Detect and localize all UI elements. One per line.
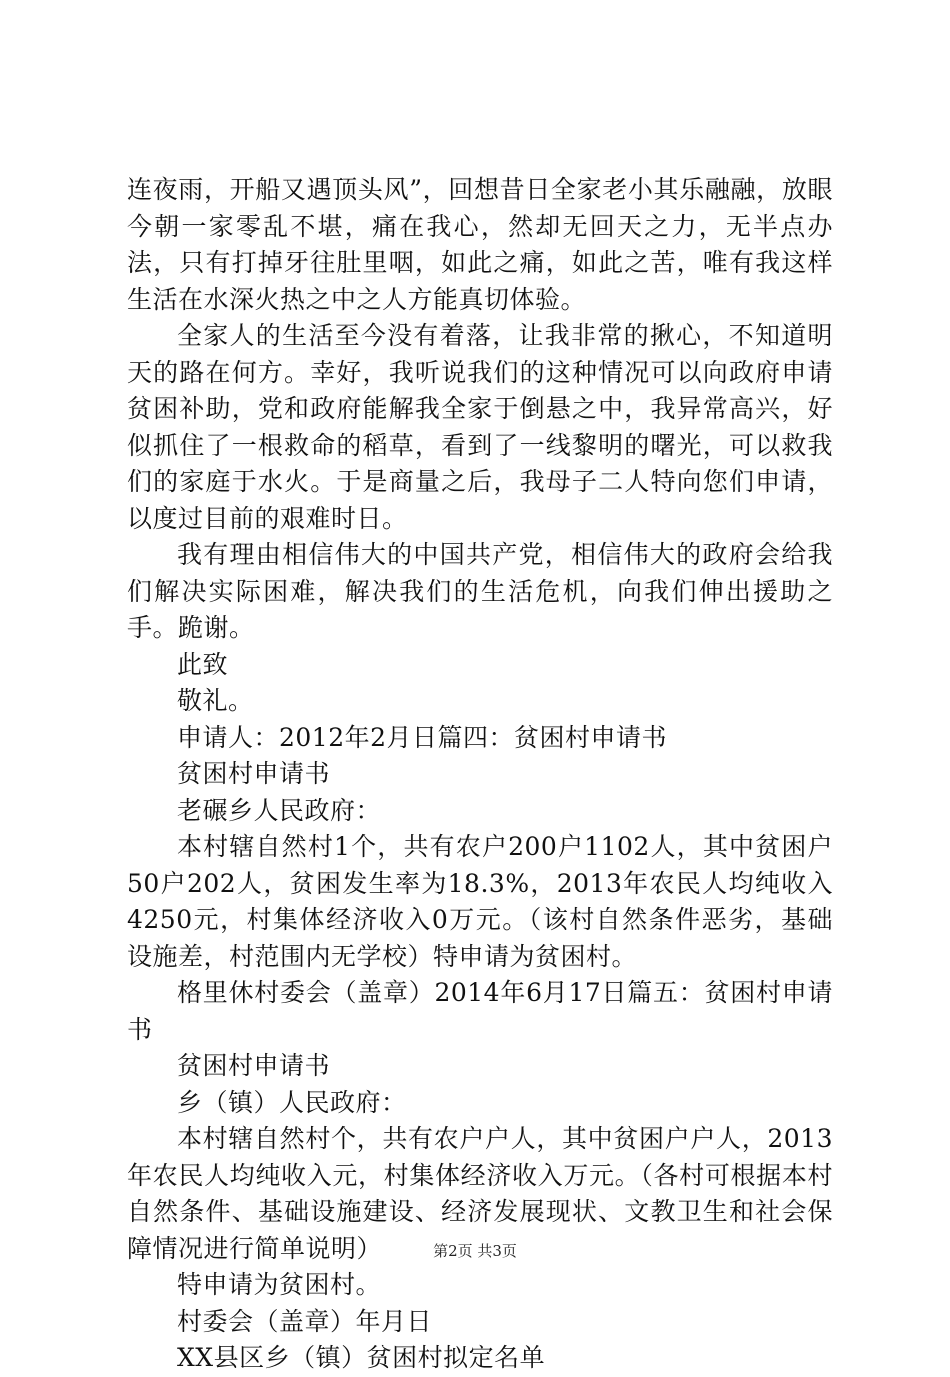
closing-salutation: 敬礼。	[177, 686, 254, 715]
section-title: 贫困村申请书	[177, 759, 331, 788]
paragraph: 我有理由相信伟大的中国共产党，相信伟大的政府会给我们解决实际困难，解决我们的生活危机，向我们伸出援助之手。跪谢。	[127, 540, 833, 642]
closing-phrase: 此致	[177, 649, 229, 679]
page-number-label: 第2页 共3页	[433, 1242, 517, 1260]
document-body	[127, 172, 833, 1377]
request-line: 特申请为贫困村。	[177, 1270, 382, 1299]
section-title: 贫困村申请书	[177, 1051, 331, 1080]
paragraph: 本村辖自然村1个，共有农户200户1102人，其中贫困户50户202人，贫困发生率为18.3%，2013年农民人均纯收入4250元，村集体经济收入0万元。（该村自然条件恶劣，基础设施差，村范围内无学校）特申请为贫困村。	[127, 832, 833, 971]
signature-line: 格里休村委会（盖章）2014年6月17日篇五：贫困村申请书	[127, 978, 833, 1044]
signature-line: 村委会（盖章）年月日	[177, 1306, 433, 1336]
paragraph: 本村辖自然村个，共有农户户人，其中贫困户户人，2013年农民人均纯收入元，村集体经济收入万元。（各村可根据本村自然条件、基础设施建设、经济发展现状、文教卫生和社会保障情况进行简单说明）	[127, 1124, 833, 1263]
addressee: 老碾乡人民政府：	[177, 795, 382, 825]
addressee: 乡（镇）人民政府：	[177, 1087, 407, 1117]
list-heading: XX县区乡（镇）贫困村拟定名单	[177, 1343, 546, 1372]
paragraph: 连夜雨，开船又遇顶头风”，回想昔日全家老小其乐融融，放眼今朝一家零乱不堪，痛在我心，然却无回天之力，无半点办法，只有打掉牙往肚里咽，如此之痛，如此之苦，唯有我这样生活在水深火热之中之人方能真切体验。	[127, 175, 833, 314]
paragraph: 全家人的生活至今没有着落，让我非常的揪心，不知道明天的路在何方。幸好，我听说我们的这种情况可以向政府申请贫困补助，党和政府能解我全家于倒悬之中，我异常高兴，好似抓住了一根救命的稻草，看到了一线黎明的曙光，可以救我们的家庭于水火。于是商量之后，我母子二人特向您们申请，以度过目前的艰难时日。	[127, 321, 833, 533]
page-footer	[0, 1241, 950, 1261]
applicant-line: 申请人：2012年2月日篇四：贫困村申请书	[177, 722, 668, 752]
